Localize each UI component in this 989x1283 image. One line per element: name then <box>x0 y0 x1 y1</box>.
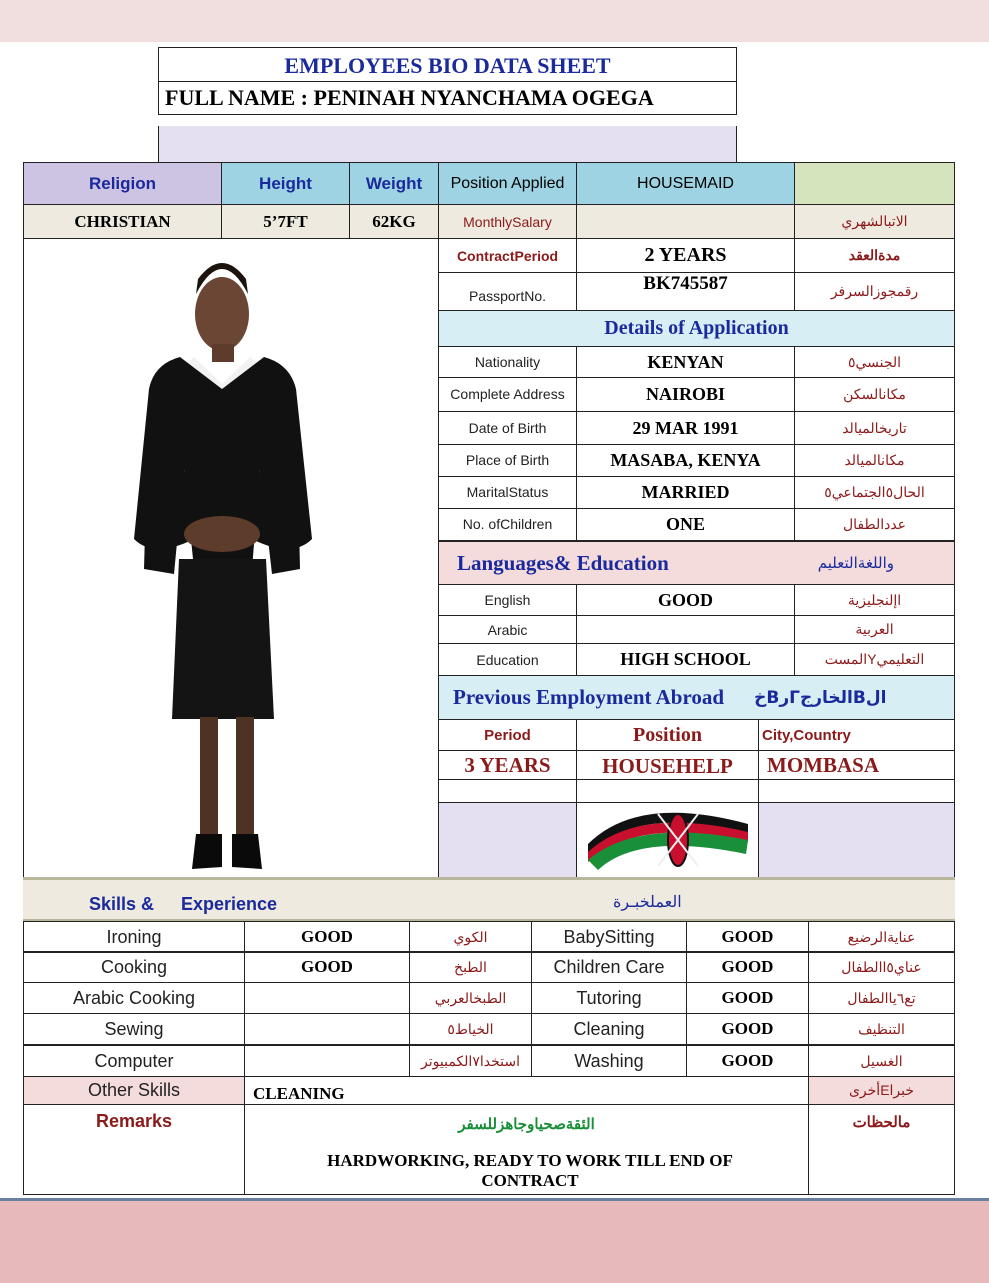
contract-period-label: ContractPeriod <box>438 238 577 273</box>
languages-heading <box>438 541 955 585</box>
skill-left-value-3 <box>244 1013 410 1045</box>
details-ar-1: مكانالسكن <box>794 377 955 412</box>
skill-right-value-0: GOOD <box>686 921 809 953</box>
skill-right-ar-2: تع٦ياالطفال <box>808 982 955 1014</box>
language-value-1 <box>576 615 795 644</box>
skill-left-value-4 <box>244 1045 410 1077</box>
details-label-2: Date of Birth <box>438 411 577 445</box>
height-label: Height <box>221 162 350 205</box>
employment-heading <box>438 675 955 720</box>
employment-blank-1 <box>438 779 577 803</box>
details-label-3: Place of Birth <box>438 444 577 477</box>
language-value-2: HIGH SCHOOL <box>576 643 795 676</box>
title-spacer <box>158 126 737 162</box>
position-value: HOUSEMAID <box>576 162 795 205</box>
other-skills-ar: أخرىEخبرا <box>808 1076 955 1105</box>
salary-ar: الاتبالشهري <box>794 204 955 239</box>
languages-heading-text: Languages& Education <box>457 550 669 575</box>
skill-left-label-0: Ironing <box>23 921 245 953</box>
skills-heading-ar: العملخبـرة <box>613 894 682 911</box>
language-value-0: GOOD <box>576 584 795 616</box>
skill-right-value-4: GOOD <box>686 1045 809 1077</box>
language-ar-2: المستΥالتعليمي <box>794 643 955 676</box>
employment-city-value: MOMBASA <box>758 750 955 780</box>
other-skills-label: Other Skills <box>23 1076 245 1105</box>
language-label-1: Arabic <box>438 615 577 644</box>
language-ar-0: اإلنجليزية <box>794 584 955 616</box>
contract-period-ar: مدةالعقد <box>794 238 955 273</box>
skills-heading <box>23 877 955 922</box>
skill-right-ar-4: الغسيل <box>808 1045 955 1077</box>
passport-label: PassportNo. <box>438 272 577 311</box>
details-value-5: ONE <box>576 508 795 541</box>
remarks-ar-right: مالحظات <box>808 1104 955 1195</box>
photo-frame <box>23 238 439 878</box>
details-label-1: Complete Address <box>438 377 577 412</box>
skill-left-value-2 <box>244 982 410 1014</box>
details-value-1: NAIROBI <box>576 377 795 412</box>
top-band <box>0 0 989 42</box>
sheet-title: EMPLOYEES BIO DATA SHEET <box>158 47 737 83</box>
skills-heading-a: Skills & <box>89 894 155 914</box>
employment-heading-text: Previous Employment Abroad <box>453 685 725 709</box>
skill-right-label-1: Children Care <box>531 951 687 983</box>
language-ar-1: العربية <box>794 615 955 644</box>
skill-left-label-3: Sewing <box>23 1013 245 1045</box>
details-ar-4: الحال٥الجتماعي٥ <box>794 476 955 509</box>
language-label-2: Education <box>438 643 577 676</box>
religion-label: Religion <box>23 162 222 205</box>
full-name: FULL NAME : PENINAH NYANCHAMA OGEGA <box>158 81 737 115</box>
skills-heading-b: Experience <box>181 894 278 914</box>
flag-cell <box>576 802 759 878</box>
details-ar-3: مكانالميالد <box>794 444 955 477</box>
skill-right-ar-3: التنظيف <box>808 1013 955 1045</box>
skill-right-value-1: GOOD <box>686 951 809 983</box>
passport-value: BK745587 <box>576 272 795 311</box>
skill-right-value-3: GOOD <box>686 1013 809 1045</box>
skill-right-label-3: Cleaning <box>531 1013 687 1045</box>
employment-col-period: Period <box>438 719 577 751</box>
contract-period-value: 2 YEARS <box>576 238 795 273</box>
position-extra <box>794 162 955 205</box>
details-ar-0: الجنسي٥ <box>794 346 955 378</box>
details-ar-5: عددالطفال <box>794 508 955 541</box>
skill-left-ar-2: الطبخالعربي <box>409 982 532 1014</box>
details-value-2: 29 MAR 1991 <box>576 411 795 445</box>
remarks-body <box>244 1104 809 1195</box>
remarks-ar: الئقةصحياوجاهزللسفر <box>458 1116 595 1133</box>
skill-right-label-2: Tutoring <box>531 982 687 1014</box>
details-heading: Details of Application <box>438 310 955 347</box>
flag-left-cell <box>438 802 577 878</box>
skill-right-ar-0: عنايةالرضيع <box>808 921 955 953</box>
salary-value <box>576 204 795 239</box>
skill-left-ar-0: الكوي <box>409 921 532 953</box>
details-value-4: MARRIED <box>576 476 795 509</box>
details-ar-2: تاريخالميالد <box>794 411 955 445</box>
other-skills-value: CLEANING <box>244 1076 809 1105</box>
weight-value: 62KG <box>349 204 439 239</box>
employment-col-city: City,Country <box>758 719 955 751</box>
language-label-0: English <box>438 584 577 616</box>
details-value-0: KENYAN <box>576 346 795 378</box>
employment-heading-ar: خBرΓالخارجBال <box>754 687 887 708</box>
skill-left-ar-4: استخدا٧الكمبيوتر <box>409 1045 532 1077</box>
salary-label: MonthlySalary <box>438 204 577 239</box>
height-value: 5’7FT <box>221 204 350 239</box>
skill-left-value-0: GOOD <box>244 921 410 953</box>
skill-left-label-4: Computer <box>23 1045 245 1077</box>
employment-blank-2 <box>576 779 759 803</box>
skill-right-label-0: BabySitting <box>531 921 687 953</box>
skill-right-label-4: Washing <box>531 1045 687 1077</box>
skill-right-value-2: GOOD <box>686 982 809 1014</box>
skill-left-value-1: GOOD <box>244 951 410 983</box>
details-label-0: Nationality <box>438 346 577 378</box>
religion-value: CHRISTIAN <box>23 204 222 239</box>
remarks-text: HARDWORKING, READY TO WORK TILL END OF CONTRACT <box>327 1151 733 1190</box>
weight-label: Weight <box>349 162 439 205</box>
skill-left-label-2: Arabic Cooking <box>23 982 245 1014</box>
employment-blank-3 <box>758 779 955 803</box>
employment-col-position: Position <box>576 719 759 751</box>
kenya-flag-icon <box>578 804 758 876</box>
employee-photo <box>24 239 437 876</box>
remarks-label: Remarks <box>23 1104 245 1195</box>
skill-left-ar-3: الخياط٥ <box>409 1013 532 1045</box>
position-label: Position Applied <box>438 162 577 205</box>
details-label-4: MaritalStatus <box>438 476 577 509</box>
skill-left-label-1: Cooking <box>23 951 245 983</box>
languages-heading-ar: واللغةالتعليم <box>817 554 894 572</box>
bottom-band <box>0 1198 989 1283</box>
passport-ar: رقمجوزالسرفر <box>794 272 955 311</box>
flag-right-cell <box>758 802 955 878</box>
skill-right-ar-1: عناي٥االطفال <box>808 951 955 983</box>
details-label-5: No. ofChildren <box>438 508 577 541</box>
skill-left-ar-1: الطبخ <box>409 951 532 983</box>
employment-period-value: 3 YEARS <box>438 750 577 780</box>
details-value-3: MASABA, KENYA <box>576 444 795 477</box>
employment-position-value: HOUSEHELP <box>576 750 759 780</box>
